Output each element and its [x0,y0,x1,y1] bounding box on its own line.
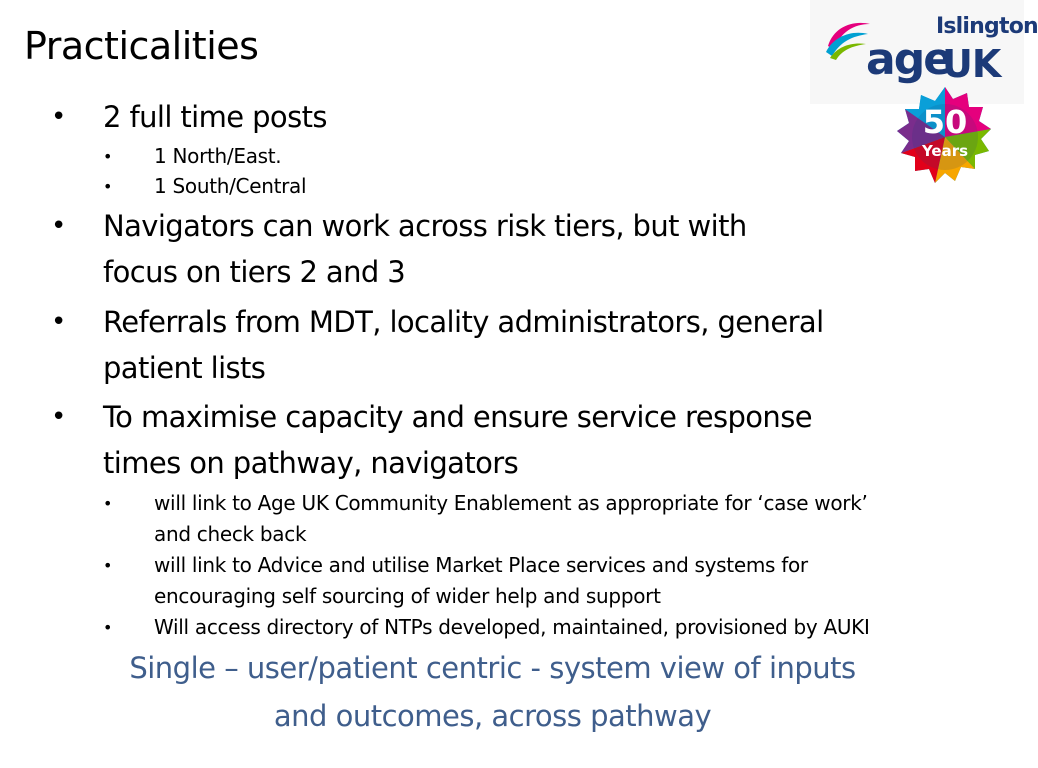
slide-title: Practicalities [24,24,259,68]
logo-age-text: age [866,34,952,85]
bullet-risk-tiers [103,203,943,295]
sub-bullet-community-enablement-line2: and check back [154,522,307,546]
bullet-posts: • 2 full time posts [103,94,943,140]
badge-years-text: Years [921,142,969,160]
age-uk-swoosh-icon [824,16,872,60]
sub-bullet-ntp-directory: • Will access directory of NTPs developed, maintained, provisioned by AUKI [154,612,944,643]
logo-islington-text: Islington [936,14,1038,39]
bullet-referrals-line1: Referrals from MDT, locality administrators, general [103,305,824,339]
bullet-risk-tiers-line1: Navigators can work across risk tiers, but with [103,209,747,243]
sub-bullet-community-enablement [154,488,944,550]
bullet-capacity [103,394,943,486]
logo-uk-text: UK [942,42,1001,86]
sub-bullet-advice-market-place-line2: encouraging self sourcing of wider help and support [154,584,661,608]
bullet-referrals [103,299,943,391]
sub-bullet-advice-market-place [154,550,944,612]
closing-statement-line2: and outcomes, across pathway [273,699,712,733]
sub-bullet-community-enablement-line1: will link to Age UK Community Enablement as appropriate for ‘case work’ [154,491,868,515]
sub-bullet-north-east: • 1 North/East. [154,141,944,172]
sub-bullet-advice-market-place-line1: will link to Advice and utilise Market Place services and systems for [154,553,808,577]
bullet-capacity-line1: To maximise capacity and ensure service response [103,400,812,434]
bullet-referrals-line2: patient lists [103,351,266,385]
bullet-risk-tiers-line2: focus on tiers 2 and 3 [103,255,406,289]
badge-number: 50 [922,103,968,141]
closing-statement [40,644,945,740]
bullet-capacity-line2: times on pathway, navigators [103,446,519,480]
closing-statement-line1: Single – user/patient centric - system view of inputs [129,651,856,685]
sub-bullet-south-central: • 1 South/Central [154,171,944,202]
